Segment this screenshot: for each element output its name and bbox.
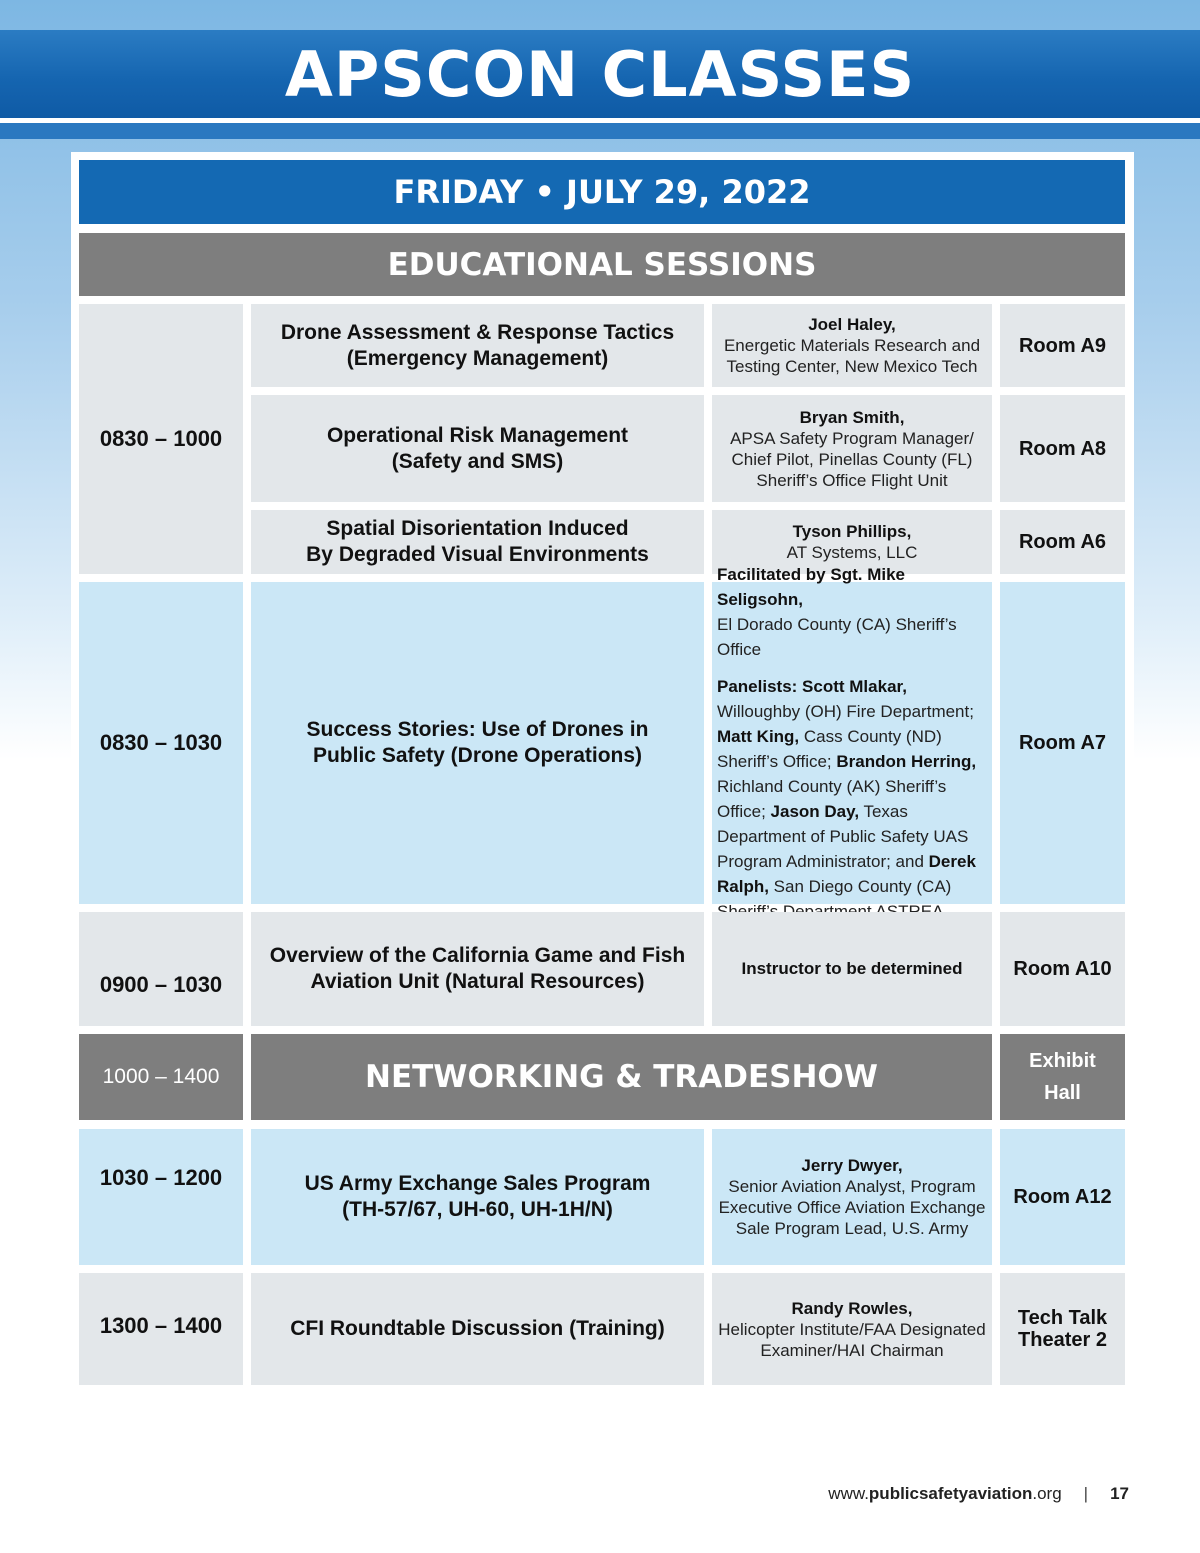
networking-label: NETWORKING & TRADESHOW	[365, 1059, 878, 1095]
room-label: Room A12	[1013, 1186, 1112, 1208]
session-title: Spatial Disorientation Induced	[326, 517, 629, 540]
time-cell-0830-1030	[79, 582, 243, 904]
session-title: CFI Roundtable Discussion (Training)	[290, 1317, 665, 1340]
session-title: Overview of the California Game and Fish	[269, 944, 686, 967]
room-cell	[1000, 1034, 1125, 1120]
session-title: Success Stories: Use of Drones in	[306, 718, 649, 741]
facilitator-label: Facilitated by Sgt. Mike Seligsohn,	[717, 565, 905, 609]
panelist-org: Cass County (ND) Sheriff’s Office;	[717, 727, 942, 771]
instructor-name: Bryan Smith,	[799, 407, 905, 427]
website-suffix: .org	[1032, 1484, 1062, 1503]
instructor-detail: Senior Aviation Analyst, Program	[728, 1177, 976, 1196]
room-label: Room A10	[1013, 958, 1112, 980]
time-cell-1000-1400	[79, 1034, 243, 1120]
facilitator-org: El Dorado County (CA) Sheriff’s Office	[717, 615, 957, 659]
session-title-cell	[251, 1273, 704, 1385]
room-label: Room A7	[1018, 732, 1107, 754]
instructor-detail: AT Systems, LLC	[786, 543, 918, 562]
instructor-cell	[712, 304, 992, 387]
instructor-cell	[712, 395, 992, 502]
panelist-name: Scott Mlakar,	[802, 677, 907, 696]
instructor-name: Randy Rowles,	[791, 1298, 913, 1318]
session-title-cell	[251, 304, 704, 387]
panelist-name: Brandon Herring,	[836, 752, 977, 771]
instructor-cell	[712, 1273, 992, 1385]
room-cell	[1000, 304, 1125, 387]
time-cell-0830-1000	[79, 304, 243, 574]
instructor-name: Tyson Phillips,	[792, 522, 912, 541]
page-number: 17	[1110, 1484, 1129, 1503]
session-title: (Emergency Management)	[346, 346, 609, 370]
panelist-name: Derek Ralph,	[717, 852, 976, 896]
session-title: US Army Exchange Sales Program	[304, 1172, 651, 1195]
room-label: Room A9	[1018, 334, 1107, 357]
room-cell	[1000, 1273, 1125, 1385]
date-bar: FRIDAY • JULY 29, 2022	[79, 160, 1125, 224]
session-title: Operational Risk Management	[326, 423, 629, 447]
instructor-detail: Chief Pilot, Pinellas County (FL)	[731, 449, 973, 469]
room-label: Exhibit	[1029, 1050, 1096, 1072]
room-label: Room A8	[1018, 437, 1107, 460]
panelist-name: Matt King,	[717, 727, 800, 746]
room-cell	[1000, 1129, 1125, 1265]
session-title-cell	[251, 582, 704, 904]
instructor-name: Jerry Dwyer,	[801, 1156, 903, 1175]
instructor-cell	[712, 1129, 992, 1265]
session-title-cell	[251, 395, 704, 502]
time-label: 0900 – 1030	[99, 972, 223, 997]
time-cell-0900-1030	[79, 912, 243, 1026]
instructor-name: Joel Haley,	[808, 315, 896, 334]
session-title: Public Safety (Drone Operations)	[312, 744, 643, 767]
room-cell	[1000, 582, 1125, 904]
time-label: 1030 – 1200	[99, 1165, 223, 1190]
session-title-cell	[251, 510, 704, 574]
time-cell-1030-1200	[79, 1129, 243, 1265]
time-label: 1000 – 1400	[102, 1065, 220, 1088]
instructor-tbd: Instructor to be determined	[741, 959, 963, 978]
website-link[interactable]	[828, 1484, 1061, 1504]
instructor-detail: Executive Office Aviation Exchange	[718, 1198, 986, 1217]
session-title: (TH-57/67, UH-60, UH-1H/N)	[342, 1198, 613, 1221]
panelist-name: Jason Day,	[770, 802, 860, 821]
session-title: Drone Assessment & Response Tactics	[280, 320, 675, 344]
panel-instructors-cell	[712, 565, 992, 904]
page-title: APSCON CLASSES	[284, 37, 916, 111]
header-stripe-blue	[0, 123, 1200, 139]
website-domain: publicsafetyaviation	[868, 1484, 1033, 1503]
instructor-detail: APSA Safety Program Manager/	[730, 428, 974, 448]
room-cell	[1000, 912, 1125, 1026]
session-title: Aviation Unit (Natural Resources)	[310, 970, 645, 993]
room-cell	[1000, 395, 1125, 502]
panelists-list	[717, 674, 988, 924]
room-cell	[1000, 510, 1125, 574]
panelist-org: Texas Department of Public Safety UAS Program Administrator; and	[717, 802, 969, 871]
instructor-detail: Sheriff’s Office Flight Unit	[756, 470, 948, 490]
instructor-cell	[712, 912, 992, 1026]
instructor-detail: Sale Program Lead, U.S. Army	[735, 1219, 969, 1238]
time-label: 0830 – 1030	[99, 730, 223, 755]
instructor-detail: Energetic Materials Research and	[723, 336, 981, 355]
session-title-cell	[251, 1129, 704, 1265]
networking-bar	[251, 1034, 992, 1120]
website-prefix: www.	[828, 1484, 869, 1503]
panelists-label: Panelists:	[717, 677, 798, 696]
instructor-detail: Testing Center, New Mexico Tech	[726, 357, 978, 376]
time-cell-1300-1400	[79, 1273, 243, 1385]
session-title-cell	[251, 912, 704, 1026]
page-footer	[828, 1482, 1129, 1506]
panelist-org: Willoughby (OH) Fire Department;	[717, 702, 974, 721]
header-band	[0, 30, 1200, 120]
room-label: Theater 2	[1018, 1329, 1107, 1351]
instructor-detail: Helicopter Institute/FAA Designated	[718, 1319, 986, 1339]
time-label: 0830 – 1000	[99, 426, 223, 451]
time-label: 1300 – 1400	[99, 1313, 223, 1338]
footer-separator: |	[1083, 1484, 1089, 1503]
panelist-org: San Diego County (CA)	[773, 877, 952, 896]
section-bar: EDUCATIONAL SESSIONS	[79, 233, 1125, 296]
panelist-org: Richland County (AK) Sheriff’s Office;	[717, 777, 947, 821]
room-label: Tech Talk	[1017, 1307, 1108, 1329]
session-title: (Safety and SMS)	[391, 449, 564, 473]
room-label: Hall	[1044, 1082, 1081, 1104]
room-label: Room A6	[1018, 531, 1107, 553]
facilitator	[717, 562, 988, 662]
session-title: By Degraded Visual Environments	[306, 543, 649, 566]
instructor-detail: Examiner/HAI Chairman	[760, 1340, 944, 1360]
